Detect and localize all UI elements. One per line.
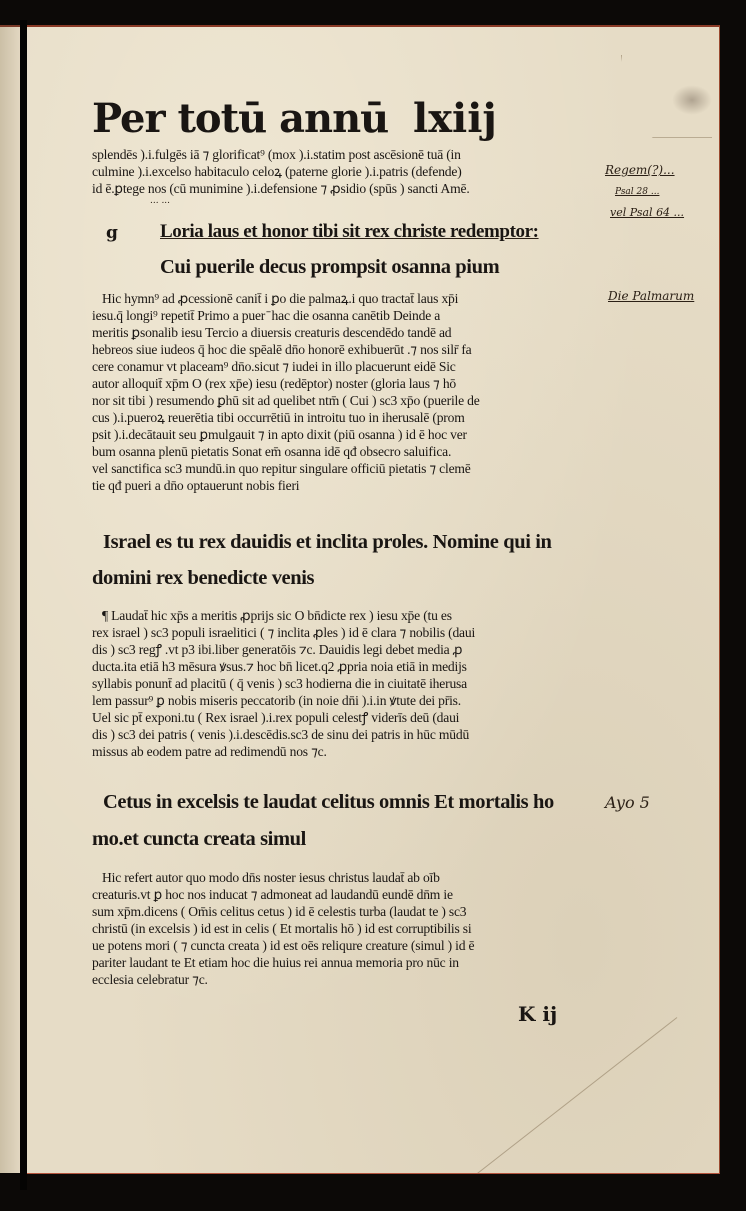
gloss-line: rex israel ) sc3 populi israelitici ( ⁊ inclita ꝓles ) id ē clara ⁊ nobilis (daui [92,625,476,640]
marginal-note-interlinear: ... ... [150,196,171,206]
gloss-line: missus ab eodem patre ad redimendū nos ⁊c. [92,744,327,759]
hymn-verse: mo.et cuncta creata simul [92,828,306,850]
gloss-line: creaturis.vt ꝑ hoc nos inducat ⁊ admoneat ad laudandū eundē dn̄m ie [92,887,453,902]
marginal-note: Regem(?)... [605,163,675,177]
gloss-line: ecclesia celebratur ⁊c. [92,972,208,987]
gloss-line: lem passur⁹ ꝑ nobis miseris peccatorib (in noie dn̄i ).i.in ꝟtute dei pr̄is. [92,693,461,708]
gloss-line: meritis ꝑsonalib iesu Tercio a diuersis creaturis descendēdo tandē ad [92,325,452,340]
gloss-line: sum xp̄m.dicens ( Om̄is celitus cetus ) id ē celestis turba (laudat te ) sc3 [92,904,467,919]
gloss-line: ¶ Laudat̄ hic xp̄s a meritis ꝓprijs sic O bn̄dicte rex ) iesu xp̄e (tu es [102,608,452,623]
ink-smudge [672,85,712,115]
gloss-line: christū (in excelsis ) id est in celis ( Et mortalis hō ) id est corruptibilis si [92,921,472,936]
hymn-verse: Cui puerile decus prompsit osanna pium [160,256,500,278]
gloss-top-line: splendēs ).i.fulgēs iā ⁊ glorificat⁹ (mox ).i.statim post ascēsionē tuā (in [92,147,461,162]
gloss-line: psit ).i.decātauit seu ꝑmulgauit ⁊ in apto dixit (piū osanna ) id ē hoc ver [92,427,467,442]
hymn-verse: Cetus in excelsis te laudat celitus omnis Et mortalis ho [103,791,554,813]
gloss-line: nor sit tibi ) resumendo ꝑhū sit ad quelibet ntm̄ ( Cui ) sc3 xp̄o (puerile de [92,393,480,408]
book-page [27,25,720,1174]
gloss-line: dis ) sc3 dei patris ( venis ).i.descēdis.sc3 de sinu dei patris in hūc mūdū [92,727,470,742]
gloss-line: dis ) sc3 regꝭ .vt p3 ibi.liber generatōis ⁊c. Dauidis legi debet media ꝓ [92,642,463,657]
hymn-verse: Loria laus et honor tibi sit rex christe redemptor: [160,221,539,242]
paper-crease [425,1017,678,1174]
marginal-note: Psal 28 ... [615,187,660,197]
gloss-line: ue potens mori ( ⁊ cuncta creata ) id est oēs reliqure creature (simul ) id ē [92,938,475,953]
book-gutter [20,20,27,1190]
gloss-line: autor alloquit̄ xp̄m O (rex xp̄e) iesu (redēptor) noster (gloria laus ⁊ hō [92,376,457,391]
gloss-line: Hic refert autor quo modo dn̄s noster iesus christus laudat̄ ab oīb [102,870,440,885]
gloss-line: vel sanctifica sc3 mundū.in quo repitur singulare officiū pietatis ⁊ clemē [92,461,471,476]
gloss-line: ducta.ita etiā h3 mēsura ꝟsus.⁊ hoc bn̄ licet.q2 ꝓpria noia etiā in medijs [92,659,467,674]
gloss-line: iesu.q̄ longi⁹ repetit̄ Primo a puer ̄ hac die osanna canētib Deinde a [92,308,441,323]
running-head: Per totū annū [92,95,389,142]
gloss-line: cus ).i.pueroꝝ reuerētia tibi occurrētiū in introitu tuo in iherusalē (prom [92,410,465,425]
gloss-line: Hic hymn⁹ ad ꝓcessionē canit̄ i ꝑo die palmaꝝ.i quo tractat̄ laus xp̄i [102,291,459,306]
gloss-line: syllabis ponunt̄ ad placitū ( q̄ venis ) sc3 hodierna die in ciuitatē iherusa [92,676,467,691]
gloss-line: cere conamur vt placeam⁹ dn̄o.sicut ⁊ iudei in illo placuerunt eidē Sic [92,359,456,374]
gloss-top-line: id ē.ꝑtege nos (cū munimine ).i.defensione ⁊ ꝓsidio (spūs ) sancti Amē. [92,181,470,196]
signature-mark: K ij [518,1002,558,1026]
hymn-verse: domini rex benedicte venis [92,567,315,589]
folio-number: lxiij [413,95,497,142]
gloss-line: tie qđ pueri a dn̄o optauerunt nobis fieri [92,478,300,493]
gloss-line: pariter laudant te Et etiam hoc die huius rei annua memoria pro nūc in [92,955,459,970]
gloss-top-line: culmine ).i.excelso habitaculo celoꝝ (paterne glorie ).i.patris (defende) [92,164,462,179]
gloss-line: hebreos siue iudeos q̄ hoc die spēalē dn̄o honorē exhibuerūt .⁊ nos silr̄ fa [92,342,472,357]
previous-page-edge [0,25,20,1173]
marginal-note-palm-sunday: Die Palmarum [608,289,695,303]
hymn-verse: Israel es tu rex dauidis et inclita proles. Nomine qui in [103,531,552,553]
gloss-line: Uel sic pt̄ exponi.tu ( Rex israel ).i.rex populi celestꝭ viderīs deū (daui [92,710,460,725]
marginal-note-cetus: Ayo 5 [605,793,650,812]
section-marker: g [106,223,118,243]
gloss-line: bum osanna plenū pietatis Sonat em̄ osanna idē qđ obsecro saluifica. [92,444,452,459]
marginal-note: vel Psal 64 ... [610,206,685,219]
